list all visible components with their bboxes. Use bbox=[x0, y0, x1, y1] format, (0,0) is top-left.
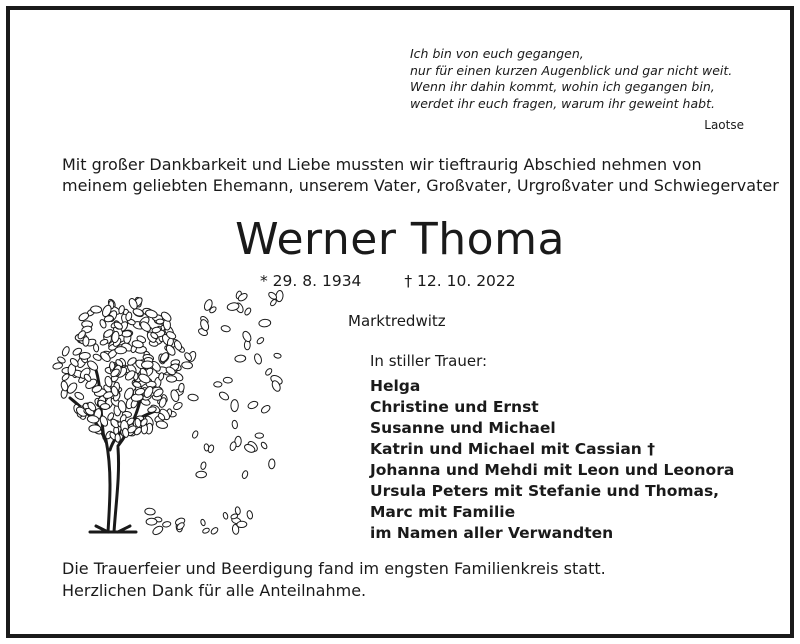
leaf-icon bbox=[74, 391, 85, 401]
leaf-icon bbox=[235, 355, 246, 363]
leaf-icon bbox=[253, 353, 262, 365]
leaf-icon bbox=[244, 307, 252, 316]
mourners-list bbox=[370, 376, 734, 544]
closing-text bbox=[62, 558, 606, 602]
leaf-icon bbox=[121, 330, 131, 337]
life-dates bbox=[260, 272, 554, 290]
leaf-icon bbox=[90, 306, 101, 314]
deceased-name: Werner Thoma bbox=[235, 214, 565, 265]
leaf-icon bbox=[178, 383, 185, 392]
mourner-name: Susanne und Michael bbox=[370, 419, 556, 437]
intro-line: Mit großer Dankbarkeit und Liebe mussten wir tieftraurig Abschied nehmen von bbox=[62, 155, 702, 174]
leaf-icon bbox=[232, 420, 238, 429]
mourner-name: Marc mit Familie bbox=[370, 503, 516, 521]
place-name: Marktredwitz bbox=[348, 312, 446, 330]
leaf-icon bbox=[156, 319, 164, 324]
leaf-icon bbox=[61, 346, 71, 357]
mourning-label: In stiller Trauer: bbox=[370, 352, 488, 370]
leaf-icon bbox=[60, 380, 69, 391]
leaf-icon bbox=[99, 338, 108, 346]
quote-block bbox=[410, 46, 744, 132]
mourner-name: Katrin und Michael mit Cassian † bbox=[370, 440, 655, 458]
closing-line: Die Trauerfeier und Beerdigung fand im engsten Familienkreis statt. bbox=[62, 559, 606, 578]
mourner-name: Christine und Ernst bbox=[370, 398, 539, 416]
leaf-icon bbox=[162, 521, 171, 528]
leaf-icon bbox=[115, 347, 127, 354]
leaf-icon bbox=[260, 441, 268, 450]
leaf-icon bbox=[93, 344, 99, 353]
leaf-icon bbox=[259, 319, 271, 327]
leaf-icon bbox=[221, 325, 231, 333]
leaf-icon bbox=[115, 434, 121, 443]
leaf-icon bbox=[100, 404, 109, 410]
mourner-name: Ursula Peters mit Stefanie und Thomas, bbox=[370, 482, 720, 500]
leaf-icon bbox=[151, 525, 164, 537]
obituary-notice bbox=[6, 6, 794, 638]
leaf-icon bbox=[246, 510, 253, 519]
leaf-icon bbox=[223, 377, 232, 383]
tree-in-wind-icon bbox=[40, 270, 290, 540]
mourner-name: Helga bbox=[370, 377, 421, 395]
leaf-icon bbox=[214, 382, 222, 387]
mourner-name: im Namen aller Verwandten bbox=[370, 524, 614, 542]
leaf-icon bbox=[202, 527, 210, 534]
leaf-icon bbox=[210, 526, 219, 535]
intro-line: meinem geliebten Ehemann, unserem Vater, Großvater, Urgroßvater und Schwiegervater bbox=[62, 176, 779, 195]
leaf-icon bbox=[274, 353, 282, 359]
leaf-icon bbox=[268, 459, 275, 469]
quote-line: werdet ihr euch fragen, warum ihr geweint habt. bbox=[410, 95, 715, 111]
leaf-icon bbox=[79, 352, 90, 360]
leaf-icon bbox=[260, 404, 271, 415]
quote-line: nur für einen kurzen Augenblick und gar nicht weit. bbox=[410, 62, 733, 78]
leaf-icon bbox=[196, 471, 207, 478]
leaf-icon bbox=[218, 390, 230, 401]
quote-line: Wenn ihr dahin kommt, wohin ich gegangen bin, bbox=[410, 79, 715, 94]
intro-text bbox=[62, 154, 779, 196]
quote-author: Laotse bbox=[704, 118, 744, 132]
leaf-icon bbox=[89, 425, 101, 432]
leaf-icon bbox=[264, 367, 273, 376]
leaf-icon bbox=[83, 336, 90, 346]
closing-line: Herzlichen Dank für alle Anteilnahme. bbox=[62, 581, 367, 600]
leaf-icon bbox=[241, 470, 248, 479]
leaf-icon bbox=[256, 336, 265, 345]
death-date: † 12. 10. 2022 bbox=[404, 272, 516, 290]
birth-date: * 29. 8. 1934 bbox=[260, 272, 362, 290]
leaf-icon bbox=[255, 433, 263, 438]
leaf-icon bbox=[188, 394, 199, 402]
leaf-icon bbox=[231, 400, 239, 412]
leaf-icon bbox=[200, 461, 207, 470]
quote-line: Ich bin von euch gegangen, bbox=[410, 46, 584, 61]
leaf-icon bbox=[141, 361, 153, 369]
leaf-icon bbox=[222, 512, 228, 520]
leaf-icon bbox=[145, 508, 156, 515]
leaf-icon bbox=[241, 330, 252, 343]
leaf-icon bbox=[181, 361, 192, 369]
leaf-icon bbox=[237, 521, 247, 528]
mourner-name: Johanna und Mehdi mit Leon und Leonora bbox=[370, 461, 735, 479]
leaf-icon bbox=[247, 400, 259, 410]
leaf-icon bbox=[200, 519, 206, 526]
leaf-icon bbox=[166, 375, 177, 382]
leaf-icon bbox=[146, 518, 157, 525]
leaf-icon bbox=[156, 420, 169, 429]
leaf-icon bbox=[191, 430, 198, 439]
leaf-icon bbox=[172, 401, 183, 411]
leaf-icon bbox=[229, 441, 237, 451]
